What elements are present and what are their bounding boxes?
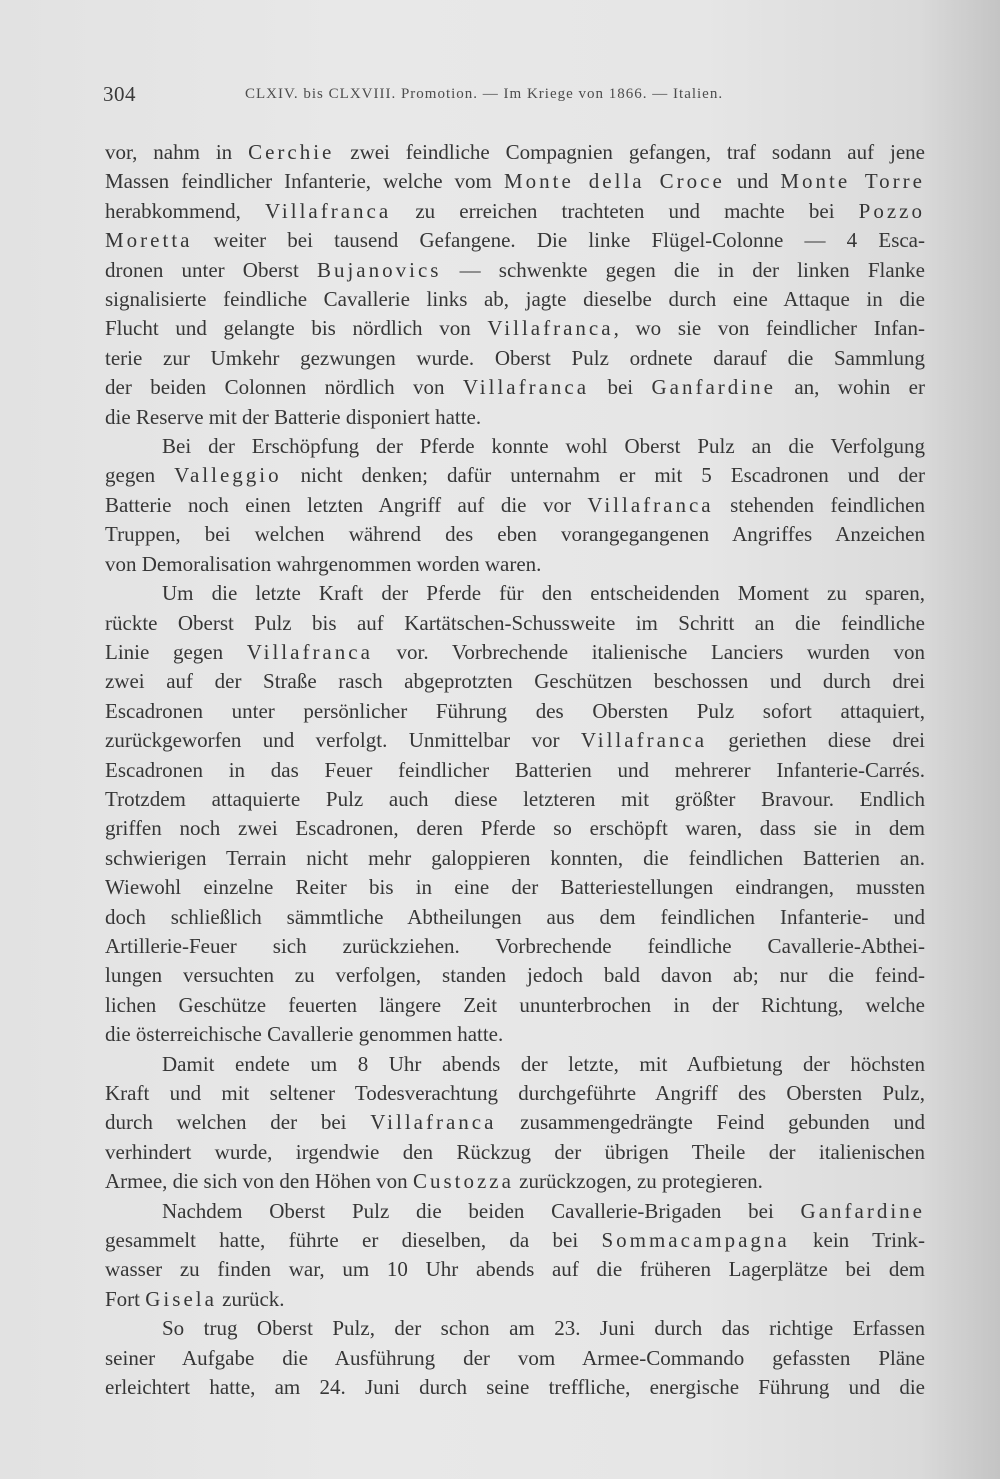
paragraph [105,1197,925,1315]
spaced-proper-name: Villafranca [265,198,392,223]
text-run: und [724,169,781,194]
text-line [105,226,925,255]
text-line [105,1079,925,1108]
text-line [105,314,925,343]
text-line [105,756,925,785]
text-line [105,1138,925,1167]
spaced-proper-name: Bujanovics [316,257,442,282]
text-line [105,961,925,990]
text-run: Wiewohl einzelne Reiter bis in eine der Batteriestellungen eindrangen, mussten [105,875,925,900]
text-line [105,373,925,402]
spaced-proper-name: Monte della Croce [503,169,725,194]
running-title: CLXIV. bis CLXVIII. Promotion. — Im Kriege von 1866. — Italien. [245,86,724,102]
text-run: So trug Oberst Pulz, der schon am 23. Juni durch das richtige Erfassen [162,1316,925,1341]
text-line [105,1226,925,1255]
text-run: von Demoralisation wahrgenommen worden waren. [105,551,542,576]
text-line [105,1197,925,1226]
text-line [105,550,925,579]
text-line [105,403,925,432]
text-run: griffen noch zwei Escadronen, deren Pferde so erschöpft waren, dass sie in dem [105,816,925,841]
text-run: — schwenkte gegen die in der linken Flanke [441,257,925,282]
spaced-proper-name: Villafranca [487,316,614,341]
text-line [105,167,925,196]
text-line [105,1020,925,1049]
text-run: bei [589,375,652,400]
text-run: Batterie noch einen letzten Angriff auf die vor [105,492,588,517]
spaced-proper-name: Villafranca [462,375,590,400]
text-line [105,844,925,873]
text-line [105,344,925,373]
text-line [105,785,925,814]
text-run: gesammelt hatte, führte er dieselben, da bei [105,1228,602,1253]
text-run: weiter bei tausend Gefangene. Die linke Flügel-Colonne — 4 Esca- [192,228,925,253]
text-line [105,520,925,549]
text-run: Flucht und gelangte bis nördlich von [105,316,488,341]
spaced-proper-name: Cerchie [248,140,335,164]
spaced-proper-name: Valleggio [174,463,282,488]
text-run: Armee, die sich von den Höhen von [105,1169,413,1194]
text-line [105,638,925,667]
text-line [105,1050,925,1079]
text-run: kein Trink- [789,1228,925,1253]
text-run: wasser zu finden war, um 10 Uhr abends auf die früheren Lagerplätze bei dem [105,1257,925,1282]
text-line [105,991,925,1020]
spaced-proper-name: Gisela [145,1286,217,1311]
spaced-proper-name: Monte Torre [780,169,925,194]
text-run: gegen [105,463,175,488]
text-run: die österreichische Cavallerie genommen hatte. [105,1022,504,1047]
text-line [105,1255,925,1284]
paragraph [105,432,925,579]
text-run: Truppen, bei welchen während des eben vorangegangenen Angriffes Anzeichen [105,522,925,547]
text-run: zwei auf der Straße rasch abgeprotzten Geschützen beschossen und durch drei [105,669,925,694]
text-run: erleichtert hatte, am 24. Juni durch seine treffliche, energische Führung und die [105,1375,925,1400]
spaced-proper-name: Ganfardine [651,375,776,400]
text-run: Escadronen in das Feuer feindlicher Batterien und mehrerer Infanterie-Carrés. [105,757,925,782]
text-run: signalisierte feindliche Cavallerie links ab, jagte dieselbe durch eine Attaque in die [105,287,925,312]
paragraph [105,579,925,1050]
text-run: Fort [105,1286,146,1311]
spaced-proper-name: Villafranca [587,492,714,517]
text-line [105,491,925,520]
text-line [105,1108,925,1137]
text-run: lichen Geschütze feuerten längere Zeit ununterbrochen in der Richtung, welche [105,992,925,1017]
text-line [105,256,925,285]
text-run: zurück. [216,1286,285,1311]
text-run: Trotzdem attaquierte Pulz auch diese letzteren mit größter Bravour. Endlich [105,786,925,811]
text-run: Linie gegen [105,639,247,664]
spaced-proper-name: Moretta [105,228,193,253]
paragraph [105,1050,925,1197]
text-line [105,697,925,726]
text-line [105,726,925,755]
spaced-proper-name: Ganfardine [800,1198,925,1223]
text-line [105,461,925,490]
text-line [105,667,925,696]
text-run: zwei feindliche Compagnien gefangen, traf sodann auf jene [334,140,925,164]
text-run: zusammengedrängte Feind gebunden und [496,1110,925,1135]
text-run: Kraft und mit seltener Todesverachtung durchgeführte Angriff des Obersten Pulz, [105,1081,925,1105]
text-line [105,285,925,314]
spaced-proper-name: Villafranca [370,1110,497,1135]
text-run: seiner Aufgabe die Ausführung der vom Armee-Commando gefassten Pläne [105,1345,925,1370]
text-run: durch welchen der bei [105,1110,371,1135]
text-line [105,138,925,167]
text-line [105,1167,925,1196]
text-run: vor, nahm in [105,140,249,164]
text-run: an, wohin er [775,375,926,400]
text-run: Damit endete um 8 Uhr abends der letzte, mit Aufbietung der höchsten [162,1051,925,1076]
spaced-proper-name: Pozzo [858,198,925,223]
text-run: Um die letzte Kraft der Pferde für den entscheidenden Moment zu sparen, [162,581,925,606]
text-line [105,903,925,932]
text-run: Artillerie-Feuer sich zurückziehen. Vorbrechende feindliche Cavallerie-Abthei- [105,933,925,958]
text-run: zurückzogen, zu protegieren. [513,1169,763,1194]
text-run: geriethen diese drei [707,728,926,753]
text-line [105,579,925,608]
text-run: vor. Vorbrechende italienische Lanciers wurden von [372,639,925,664]
text-run: Bei der Erschöpfung der Pferde konnte wohl Oberst Pulz an die Verfolgung [162,434,925,459]
text-run: doch schließlich sämmtliche Abtheilungen aus dem feindlichen Infanterie- und [105,904,925,929]
text-run: , wo sie von feindlicher Infan- [613,316,925,341]
text-line [105,1285,925,1314]
text-run: terie zur Umkehr gezwungen wurde. Oberst Pulz ordnete darauf die Sammlung [105,345,925,370]
paragraph [105,1314,925,1402]
text-line [105,432,925,461]
spaced-proper-name: Sommacampagna [601,1228,790,1253]
text-run: dronen unter Oberst [105,257,317,282]
page-number: 304 [103,82,136,106]
text-run: Massen feindlicher Infanterie, welche vom [105,169,504,194]
text-line [105,932,925,961]
text-run: nicht denken; dafür unternahm er mit 5 Escadronen und der [281,463,925,488]
text-run: die Reserve mit der Batterie disponiert hatte. [105,404,482,429]
text-run: herabkommend, [105,198,266,223]
text-run: zurückgeworfen und verfolgt. Unmittelbar vor [105,728,581,753]
spaced-proper-name: Villafranca [580,728,708,753]
text-run: rückte Oberst Pulz bis auf Kartätschen-Schussweite im Schritt an die feindliche [105,610,925,635]
text-run: lungen versuchten zu verfolgen, standen jedoch bald davon ab; nur die feind- [105,963,925,988]
text-run: zu erreichen trachteten und machte bei [391,198,859,223]
text-run: Nachdem Oberst Pulz die beiden Cavallerie-Brigaden bei [162,1198,801,1223]
text-line [105,873,925,902]
paragraph [105,138,925,432]
text-run: stehenden feindlichen [713,492,925,517]
text-line [105,1373,925,1402]
text-line [105,1344,925,1373]
text-run: der beiden Colonnen nördlich von [105,375,463,400]
spaced-proper-name: Custozza [412,1169,514,1194]
text-line [105,814,925,843]
text-run: verhindert wurde, irgendwie den Rückzug der übrigen Theile der italienischen [105,1139,925,1164]
text-line [105,1314,925,1343]
body-text [105,138,925,1402]
running-header [0,82,1000,112]
text-run: schwierigen Terrain nicht mehr galoppieren konnten, die feindlichen Batterien an. [105,845,925,870]
text-run: Escadronen unter persönlicher Führung des Obersten Pulz sofort attaquiert, [105,698,925,723]
spaced-proper-name: Villafranca [246,639,373,664]
text-line [105,197,925,226]
text-line [105,609,925,638]
